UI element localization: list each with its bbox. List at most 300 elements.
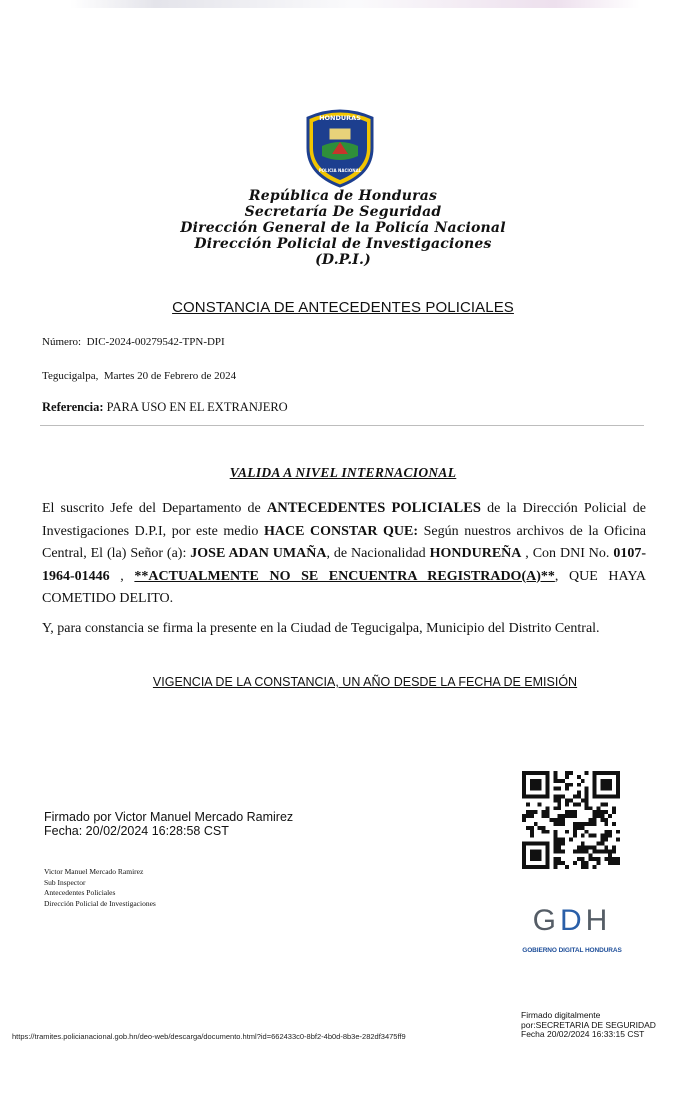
body-text: El suscrito Jefe del Departamento de xyxy=(42,501,267,516)
qr-module xyxy=(538,865,542,869)
police-emblem xyxy=(302,106,378,188)
qr-module xyxy=(530,783,534,787)
qr-module xyxy=(534,857,538,861)
qr-module xyxy=(565,798,569,802)
qr-module xyxy=(600,838,604,842)
qr-module xyxy=(608,779,612,783)
qr-module xyxy=(546,814,550,818)
qr-module xyxy=(557,849,561,853)
qr-module xyxy=(546,853,550,857)
qr-module xyxy=(522,783,526,787)
qr-module xyxy=(573,814,577,818)
qr-module xyxy=(565,830,569,834)
body-text: , de Nacionalidad xyxy=(326,546,430,561)
heading-line-dpi-abbr: (D.P.I.) xyxy=(315,252,371,268)
qr-module xyxy=(557,818,561,822)
qr-module xyxy=(561,779,565,783)
qr-module xyxy=(565,814,569,818)
qr-module xyxy=(530,795,534,799)
qr-module xyxy=(593,845,597,849)
qr-module xyxy=(553,822,557,826)
qr-module xyxy=(585,795,589,799)
qr-module xyxy=(526,802,530,806)
qr-module xyxy=(604,802,608,806)
qr-module xyxy=(608,830,612,834)
qr-module xyxy=(573,830,577,834)
emblem-bottom-text: POLICIA NACIONAL xyxy=(318,168,362,173)
qr-module xyxy=(542,842,546,846)
document-number xyxy=(42,336,225,348)
qr-module xyxy=(600,842,604,846)
numero-value: DIC-2024-00279542-TPN-DPI xyxy=(86,336,225,348)
qr-module xyxy=(530,834,534,838)
qr-module xyxy=(553,775,557,779)
qr-module xyxy=(553,865,557,869)
top-edge-smudge xyxy=(70,0,640,8)
qr-module xyxy=(530,814,534,818)
qr-module xyxy=(522,842,526,846)
qr-module xyxy=(596,842,600,846)
qr-module xyxy=(589,845,593,849)
qr-module xyxy=(522,861,526,865)
signer-direction: Dirección Policial de Investigaciones xyxy=(44,898,156,908)
qr-module xyxy=(596,795,600,799)
qr-module xyxy=(538,779,542,783)
signer-department: Antecedentes Policiales xyxy=(44,888,116,897)
qr-module xyxy=(585,771,589,775)
qr-module xyxy=(585,798,589,802)
qr-module xyxy=(534,849,538,853)
qr-module xyxy=(557,838,561,842)
qr-module xyxy=(604,838,608,842)
qr-module xyxy=(573,826,577,830)
nationality: HONDUREÑA xyxy=(429,546,522,561)
qr-module xyxy=(546,771,550,775)
record-status: **ACTUALMENTE NO SE ENCUENTRA REGISTRADO(A)** xyxy=(134,568,555,584)
reference-label: Referencia: xyxy=(42,400,104,414)
verification-qr-code[interactable] xyxy=(522,771,620,869)
qr-module xyxy=(593,818,597,822)
qr-module xyxy=(565,802,569,806)
dni-number: 0107-1964-01446 xyxy=(42,546,646,584)
qr-module xyxy=(553,779,557,783)
qr-module xyxy=(526,842,530,846)
date: Martes 20 de Febrero de 2024 xyxy=(103,370,237,382)
qr-module xyxy=(530,830,534,834)
place: Tegucigalpa, xyxy=(42,370,99,382)
qr-module xyxy=(526,771,530,775)
qr-module xyxy=(593,775,597,779)
qr-module xyxy=(585,830,589,834)
valida-heading: VALIDA A NIVEL INTERNACIONAL xyxy=(229,465,457,480)
qr-module xyxy=(534,865,538,869)
qr-module xyxy=(616,779,620,783)
qr-module xyxy=(546,849,550,853)
qr-module xyxy=(616,861,620,865)
qr-module xyxy=(569,814,573,818)
qr-module xyxy=(616,857,620,861)
heading-line-direction-general: Dirección General de la Policía Nacional xyxy=(180,220,506,236)
qr-module xyxy=(608,787,612,791)
qr-module xyxy=(616,771,620,775)
qr-module xyxy=(553,842,557,846)
qr-module xyxy=(530,779,534,783)
qr-module xyxy=(565,865,569,869)
qr-module xyxy=(538,795,542,799)
qr-module xyxy=(573,802,577,806)
qr-module xyxy=(612,822,616,826)
body-text: de la Dirección Policial de Investigaciones D.P.I, por este medio xyxy=(42,501,646,539)
qr-module xyxy=(600,795,604,799)
qr-module xyxy=(616,787,620,791)
qr-module xyxy=(553,806,557,810)
qr-module xyxy=(553,834,557,838)
qr-module xyxy=(569,798,573,802)
qr-module xyxy=(577,849,581,853)
qr-module xyxy=(581,842,585,846)
qr-module xyxy=(546,806,550,810)
qr-module xyxy=(593,822,597,826)
qr-module xyxy=(534,771,538,775)
qr-module xyxy=(561,849,565,853)
qr-module xyxy=(604,818,608,822)
qr-module xyxy=(585,802,589,806)
gdh-subtitle: GOBIERNO DIGITAL HONDURAS xyxy=(522,947,622,954)
qr-module xyxy=(546,787,550,791)
reference-value: PARA USO EN EL EXTRANJERO xyxy=(106,400,288,414)
qr-module xyxy=(573,810,577,814)
qr-module xyxy=(600,834,604,838)
qr-module xyxy=(612,845,616,849)
qr-module xyxy=(530,810,534,814)
qr-module xyxy=(585,822,589,826)
qr-module xyxy=(593,810,597,814)
divider xyxy=(40,425,644,426)
heading-line-secretary: Secretaría De Seguridad xyxy=(244,204,442,220)
qr-module xyxy=(608,857,612,861)
qr-module xyxy=(573,861,577,865)
qr-module xyxy=(581,845,585,849)
signature-block xyxy=(44,810,293,838)
qr-module xyxy=(530,842,534,846)
qr-module xyxy=(593,771,597,775)
qr-module xyxy=(534,795,538,799)
qr-module xyxy=(589,857,593,861)
signed-date: Fecha: 20/02/2024 16:28:58 CST xyxy=(44,824,229,838)
qr-module xyxy=(604,810,608,814)
document-title: CONSTANCIA DE ANTECEDENTES POLICIALES xyxy=(172,299,514,316)
qr-module xyxy=(577,783,581,787)
qr-module xyxy=(522,787,526,791)
qr-module xyxy=(593,814,597,818)
qr-module xyxy=(565,787,569,791)
qr-module xyxy=(612,857,616,861)
qr-module xyxy=(604,795,608,799)
certification-paragraph xyxy=(42,497,646,611)
qr-module xyxy=(542,826,546,830)
qr-module xyxy=(553,838,557,842)
qr-module xyxy=(530,849,534,853)
qr-module xyxy=(593,849,597,853)
qr-module xyxy=(577,822,581,826)
qr-module xyxy=(573,849,577,853)
qr-module xyxy=(596,806,600,810)
qr-module xyxy=(553,845,557,849)
qr-module xyxy=(565,783,569,787)
qr-module xyxy=(522,779,526,783)
signer-details xyxy=(44,867,156,909)
qr-module xyxy=(600,771,604,775)
qr-module xyxy=(608,853,612,857)
qr-module xyxy=(542,830,546,834)
qr-module xyxy=(553,795,557,799)
qr-module xyxy=(538,849,542,853)
qr-module xyxy=(546,783,550,787)
qr-module xyxy=(596,814,600,818)
qr-module xyxy=(589,834,593,838)
qr-module xyxy=(565,810,569,814)
signer-rank: Sub Inspector xyxy=(44,877,86,887)
qr-module xyxy=(585,787,589,791)
qr-module xyxy=(538,802,542,806)
person-name: JOSE ADAN UMAÑA xyxy=(190,546,327,561)
qr-module xyxy=(616,783,620,787)
qr-module xyxy=(538,842,542,846)
qr-module xyxy=(534,810,538,814)
qr-module xyxy=(585,791,589,795)
qr-module xyxy=(585,845,589,849)
qr-module xyxy=(522,771,526,775)
qr-module xyxy=(608,795,612,799)
qr-module xyxy=(530,771,534,775)
qr-module xyxy=(608,814,612,818)
qr-module xyxy=(526,814,530,818)
qr-module xyxy=(553,818,557,822)
qr-module xyxy=(546,845,550,849)
gdh-logo xyxy=(512,905,632,954)
digital-line-3: Fecha 20/02/2024 16:33:15 CST xyxy=(521,1029,645,1039)
qr-module xyxy=(589,822,593,826)
qr-module xyxy=(608,834,612,838)
qr-module xyxy=(522,795,526,799)
qr-module xyxy=(596,771,600,775)
qr-module xyxy=(593,795,597,799)
qr-module xyxy=(581,861,585,865)
validity-note: VIGENCIA DE LA CONSTANCIA, UN AÑO DESDE LA FECHA DE EMISIÓN xyxy=(152,675,578,689)
qr-module xyxy=(526,795,530,799)
qr-module xyxy=(538,787,542,791)
qr-module xyxy=(549,818,553,822)
qr-module xyxy=(608,861,612,865)
qr-module xyxy=(538,783,542,787)
qr-module xyxy=(553,787,557,791)
heading-line-republic: República de Honduras xyxy=(248,188,438,204)
qr-module xyxy=(553,830,557,834)
qr-module xyxy=(616,791,620,795)
qr-module xyxy=(530,853,534,857)
qr-module xyxy=(573,795,577,799)
qr-module xyxy=(561,822,565,826)
qr-module xyxy=(534,779,538,783)
qr-module xyxy=(522,814,526,818)
qr-module xyxy=(542,814,546,818)
qr-module xyxy=(577,826,581,830)
qr-module xyxy=(534,842,538,846)
qr-module xyxy=(534,853,538,857)
qr-module xyxy=(577,775,581,779)
qr-module xyxy=(561,861,565,865)
signer-name: Victor Manuel Mercado Ramirez xyxy=(44,867,144,876)
qr-module xyxy=(522,857,526,861)
qr-module xyxy=(557,861,561,865)
qr-module xyxy=(612,806,616,810)
qr-module xyxy=(553,857,557,861)
qr-module xyxy=(600,779,604,783)
qr-module xyxy=(604,783,608,787)
qr-module xyxy=(596,810,600,814)
body-text: , xyxy=(109,568,135,584)
qr-module xyxy=(561,795,565,799)
qr-module xyxy=(616,830,620,834)
qr-module xyxy=(546,857,550,861)
qr-module xyxy=(577,845,581,849)
qr-module xyxy=(526,810,530,814)
qr-module xyxy=(522,845,526,849)
qr-module xyxy=(581,849,585,853)
qr-module xyxy=(546,842,550,846)
signed-by: Firmado por Victor Manuel Mercado Ramirez xyxy=(44,810,294,824)
qr-module xyxy=(546,791,550,795)
qr-module xyxy=(546,775,550,779)
qr-module xyxy=(577,795,581,799)
qr-module xyxy=(569,810,573,814)
qr-module xyxy=(557,814,561,818)
emblem-top-text: HONDURAS xyxy=(319,114,361,122)
qr-module xyxy=(569,771,573,775)
qr-module xyxy=(585,861,589,865)
institution-heading xyxy=(0,188,686,268)
qr-module xyxy=(542,810,546,814)
qr-module xyxy=(526,826,530,830)
qr-module xyxy=(534,783,538,787)
qr-module xyxy=(589,806,593,810)
qr-module xyxy=(561,838,565,842)
qr-module xyxy=(577,791,581,795)
qr-module xyxy=(522,853,526,857)
qr-module xyxy=(530,787,534,791)
qr-module xyxy=(538,857,542,861)
qr-module xyxy=(596,849,600,853)
digital-line-2: por:SECRETARIA DE SEGURIDAD xyxy=(521,1019,656,1030)
qr-module xyxy=(557,787,561,791)
qr-module xyxy=(596,857,600,861)
qr-module xyxy=(542,795,546,799)
qr-module xyxy=(589,818,593,822)
qr-module xyxy=(600,849,604,853)
gdh-letter-d: D xyxy=(560,904,586,937)
qr-module xyxy=(600,810,604,814)
qr-module xyxy=(573,834,577,838)
qr-module xyxy=(581,798,585,802)
qr-module xyxy=(585,806,589,810)
body-text: , Con DNI No. xyxy=(521,546,614,561)
qr-module xyxy=(604,822,608,826)
qr-module xyxy=(542,865,546,869)
qr-module xyxy=(573,822,577,826)
qr-module xyxy=(561,842,565,846)
qr-module xyxy=(546,810,550,814)
qr-module xyxy=(616,795,620,799)
qr-module xyxy=(616,838,620,842)
qr-module xyxy=(546,861,550,865)
qr-module xyxy=(604,845,608,849)
qr-module xyxy=(553,849,557,853)
qr-module xyxy=(581,779,585,783)
qr-module xyxy=(581,834,585,838)
gdh-letter-g: G xyxy=(532,904,560,937)
qr-module xyxy=(581,822,585,826)
qr-module xyxy=(596,861,600,865)
qr-module xyxy=(546,795,550,799)
qr-module xyxy=(542,771,546,775)
qr-module xyxy=(604,834,608,838)
numero-label: Número: xyxy=(42,336,82,348)
qr-module xyxy=(557,845,561,849)
qr-module xyxy=(553,798,557,802)
digital-signature-stamp xyxy=(521,1011,656,1040)
qr-module xyxy=(577,857,581,861)
qr-module xyxy=(557,779,561,783)
hace-constar: HACE CONSTAR QUE: xyxy=(263,523,419,539)
qr-module xyxy=(593,779,597,783)
qr-module xyxy=(565,775,569,779)
qr-module xyxy=(522,775,526,779)
qr-module xyxy=(522,849,526,853)
qr-module xyxy=(600,787,604,791)
qr-module xyxy=(569,838,573,842)
closing-paragraph: Y, para constancia se firma la presente en la Ciudad de Tegucigalpa, Municipio del Distrito Central. xyxy=(42,621,600,636)
qr-module xyxy=(561,818,565,822)
heading-line-dpi: Dirección Policial de Investigaciones xyxy=(194,236,492,252)
qr-module xyxy=(538,826,542,830)
qr-module xyxy=(585,849,589,853)
qr-module xyxy=(616,775,620,779)
qr-module xyxy=(589,853,593,857)
qr-module xyxy=(538,853,542,857)
qr-module xyxy=(534,822,538,826)
qr-module xyxy=(561,814,565,818)
qr-module xyxy=(557,795,561,799)
qr-module xyxy=(600,783,604,787)
qr-module xyxy=(522,865,526,869)
qr-module xyxy=(581,826,585,830)
qr-module xyxy=(557,798,561,802)
qr-module xyxy=(522,818,526,822)
qr-module xyxy=(565,771,569,775)
gdh-letter-h: H xyxy=(585,904,612,937)
qr-module xyxy=(608,783,612,787)
document-url-link[interactable]: https://tramites.policianacional.gob.hn/deo-web/descarga/documento.html?id=662433c0-8bf2-4b0d-8b3e-282df3475ff9 xyxy=(12,1032,406,1041)
qr-module xyxy=(612,849,616,853)
place-date xyxy=(42,370,236,382)
qr-module xyxy=(608,849,612,853)
qr-module xyxy=(581,865,585,869)
qr-module xyxy=(585,865,589,869)
qr-module xyxy=(604,857,608,861)
qr-module xyxy=(612,861,616,865)
qr-module xyxy=(557,857,561,861)
qr-module xyxy=(600,818,604,822)
